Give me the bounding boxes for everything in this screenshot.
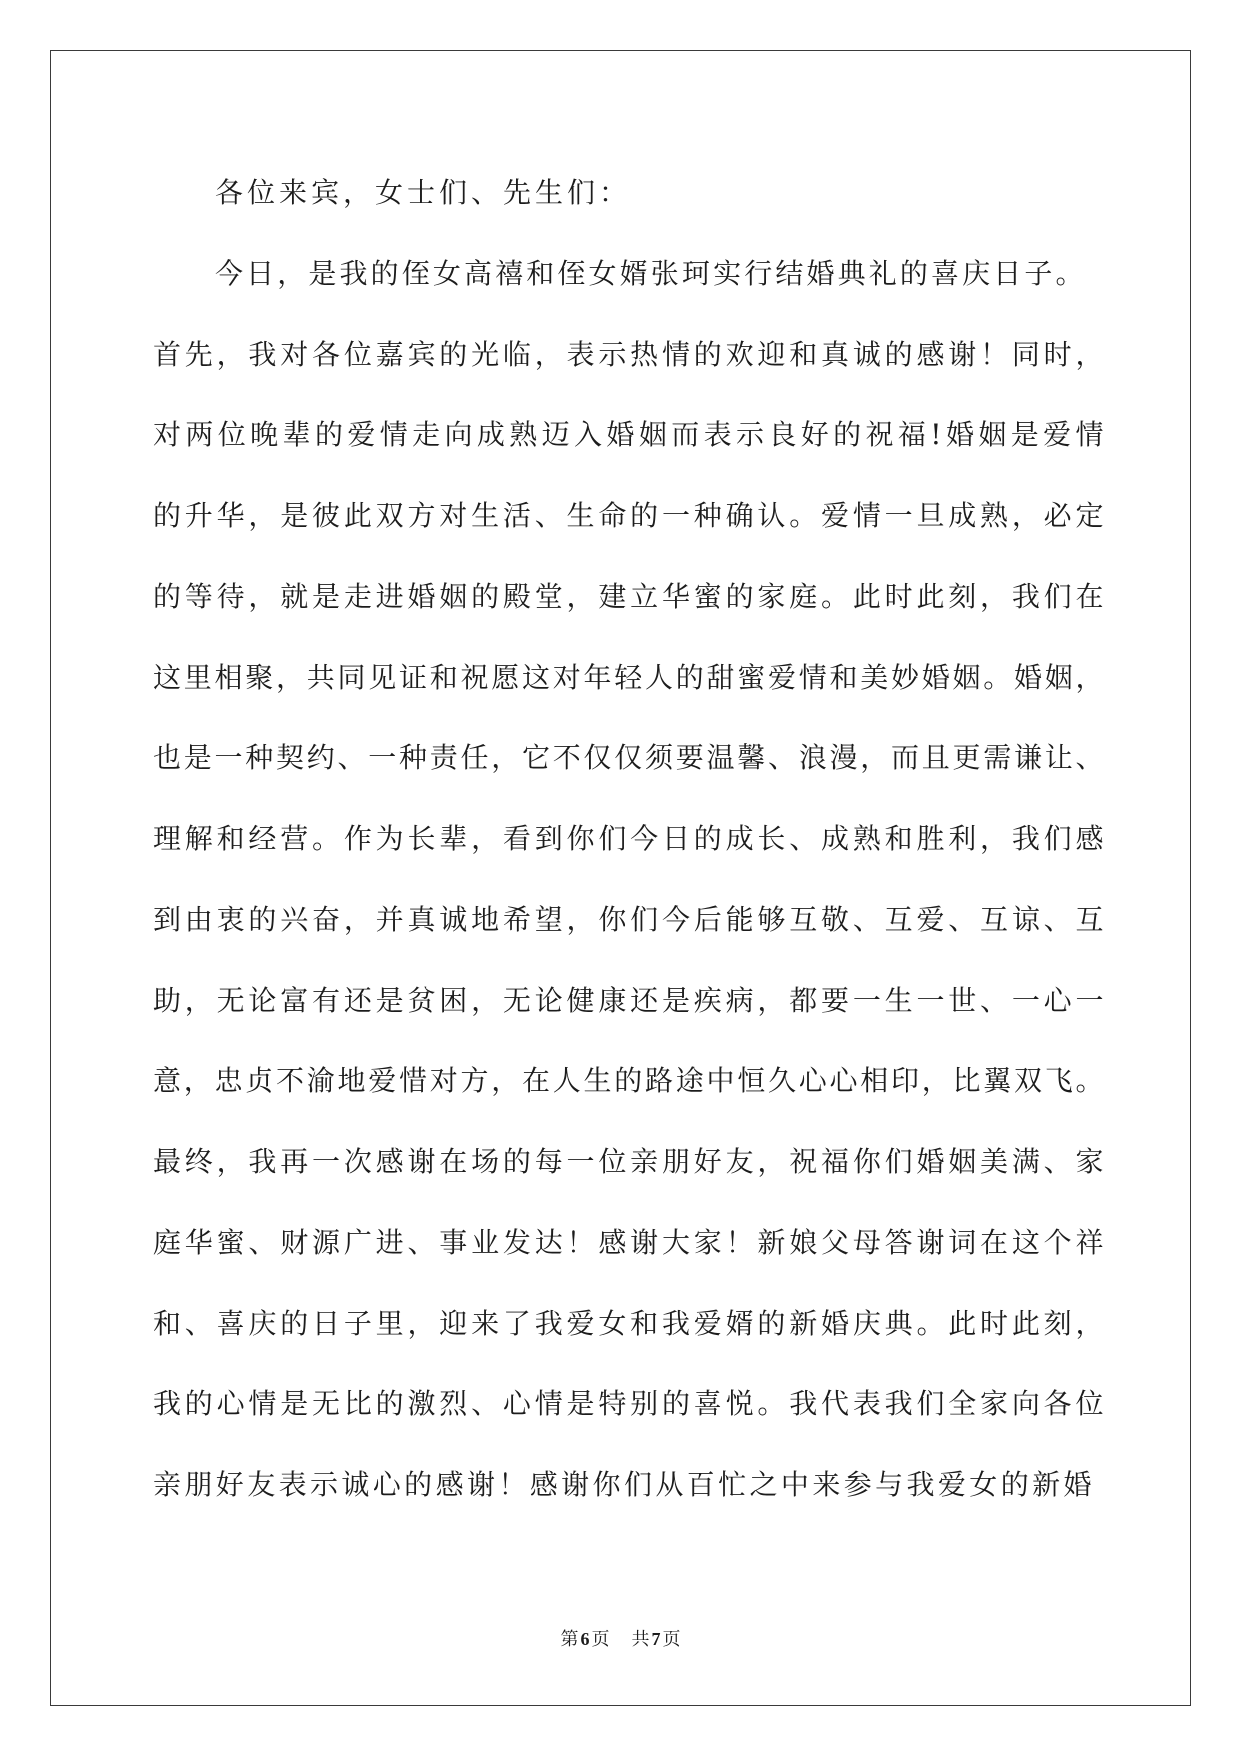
body-line: 我的心情是无比的激烈、心情是特别的喜悦。我代表我们全家向各位 <box>153 1387 1105 1421</box>
body-line: 助，无论富有还是贫困，无论健康还是疾病，都要一生一世、一心一 <box>153 983 1105 1017</box>
body-line: 和、喜庆的日子里，迎来了我爱女和我爱婿的新婚庆典。此时此刻， <box>153 1306 1105 1340</box>
body-line: 亲朋好友表示诚心的感谢！感谢你们从百忙之中来参与我爱女的新婚 <box>153 1468 1093 1501</box>
body-line: 理解和经营。作为长辈，看到你们今日的成长、成熟和胜利，我们感 <box>153 822 1105 855</box>
page-footer <box>0 1627 1241 1651</box>
body-line: 庭华蜜、财源广进、事业发达！感谢大家！新娘父母答谢词在这个祥 <box>153 1225 1105 1259</box>
page-suffix: 页 <box>591 1629 610 1649</box>
page-prefix: 第 <box>560 1629 579 1649</box>
body-line: 到由衷的兴奋，并真诚地希望，你们今后能够互敬、互爱、互谅、互 <box>153 902 1105 936</box>
body-line: 的升华，是彼此双方对生活、生命的一种确认。爱情一旦成熟，必定 <box>153 499 1105 532</box>
body-line: 对两位晚辈的爱情走向成熟迈入婚姻而表示良好的祝福!婚姻是爱情 <box>153 418 1105 452</box>
salutation-line: 各位来宾，女士们、先生们： <box>215 176 632 209</box>
body-line: 意，忠贞不渝地爱惜对方，在人生的路途中恒久心心相印，比翼双飞。 <box>153 1064 1105 1098</box>
total-pages: 7 <box>651 1629 661 1649</box>
body-line: 也是一种契约、一种责任，它不仅仅须要温馨、浪漫，而且更需谦让、 <box>153 741 1105 775</box>
total-prefix: 共 <box>631 1629 650 1649</box>
total-suffix: 页 <box>662 1629 681 1649</box>
body-line: 最终，我再一次感谢在场的每一位亲朋好友，祝福你们婚姻美满、家 <box>153 1145 1105 1178</box>
document-body <box>153 153 1113 1526</box>
page-number: 6 <box>580 1629 590 1649</box>
body-line: 首先，我对各位嘉宾的光临，表示热情的欢迎和真诚的感谢！同时， <box>153 337 1105 371</box>
body-line: 的等待，就是走进婚姻的殿堂，建立华蜜的家庭。此时此刻，我们在 <box>153 579 1105 613</box>
paragraph-first-line: 今日，是我的侄女高禧和侄女婿张珂实行结婚典礼的喜庆日子。 <box>215 256 1085 290</box>
body-line: 这里相聚，共同见证和祝愿这对年轻人的甜蜜爱情和美妙婚姻。婚姻， <box>153 660 1105 694</box>
